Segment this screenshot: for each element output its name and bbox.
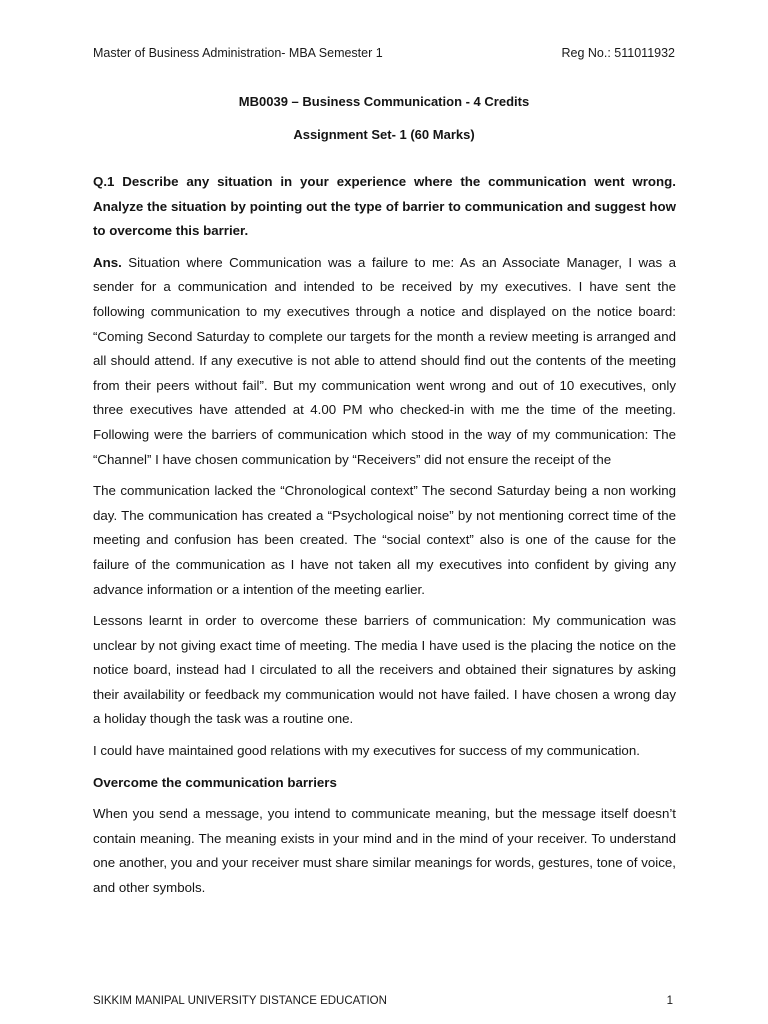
question-text: Q.1 Describe any situation in your experience where the communication went wrong. Analyze the situation by pointing out the type of barrier to communication and suggest how to overcome this barrier.: [93, 174, 676, 239]
answer-paragraph-1-text: Situation where Communication was a failure to me: As an Associate Manager, I was a sender for a communication and intended to be received by my executives. I have sent the following communication to my executives through a notice and displayed on the notice board: “Coming Second Saturday to complete our targets for the month a review meeting is arranged and all should attend. If any executive is not able to attend should find out the contents of the meeting from their peers without fail”. But my communication went wrong and out of 10 executives, only three executives have attended at 4.00 PM who checked-in with me the time of the meeting. Following were the barriers of communication which stood in the way of my communication: The “Channel” I have chosen communication by “Receivers” did not ensure the receipt of the: [93, 254, 676, 467]
header-program: Master of Business Administration- MBA Semester 1: [93, 46, 383, 60]
footer-institution: SIKKIM MANIPAL UNIVERSITY DISTANCE EDUCATION: [93, 995, 387, 1007]
answer-label: Ans.: [93, 254, 122, 270]
page-footer: [93, 993, 675, 1009]
answer-paragraph-4: I could have maintained good relations with my executives for success of my communication.: [93, 743, 640, 759]
answer-paragraph-5: When you send a message, you intend to communicate meaning, but the message itself doesn’t contain meaning. The meaning exists in your mind and in the mind of your receiver. To understand one another, you and your receiver must share similar meanings for words, gestures, tone of voice, and other symbols.: [93, 806, 676, 896]
section-subheading: Overcome the communication barriers: [93, 774, 337, 790]
page-number: 1: [666, 995, 673, 1007]
assignment-title: Assignment Set- 1 (60 Marks): [293, 127, 475, 142]
page-header: [93, 44, 675, 62]
header-reg-number: Reg No.: 511011932: [561, 46, 675, 60]
answer-paragraph-1: [93, 251, 676, 472]
course-title: MB0039 – Business Communication - 4 Credits: [238, 94, 530, 109]
answer-paragraph-2: The communication lacked the “Chronological context” The second Saturday being a non working day. The communication has created a “Psychological noise” by not mentioning correct time of the meeting and confusion has been created. The “social context” also is one of the cause for the failure of the communication as I have not taken all my executives into confident by giving any advance information or a intention of the meeting earlier.: [93, 483, 676, 597]
answer-paragraph-3: Lessons learnt in order to overcome these barriers of communication: My communication was unclear by not giving exact time of meeting. The media I have used is the placing the notice on the notice board, instead had I circulated to all the receivers and obtained their signatures by asking their availability or feedback my communication would not have failed. I have chosen a wrong day a holiday though the task was a routine one.: [93, 613, 676, 727]
document-body: [93, 170, 676, 908]
